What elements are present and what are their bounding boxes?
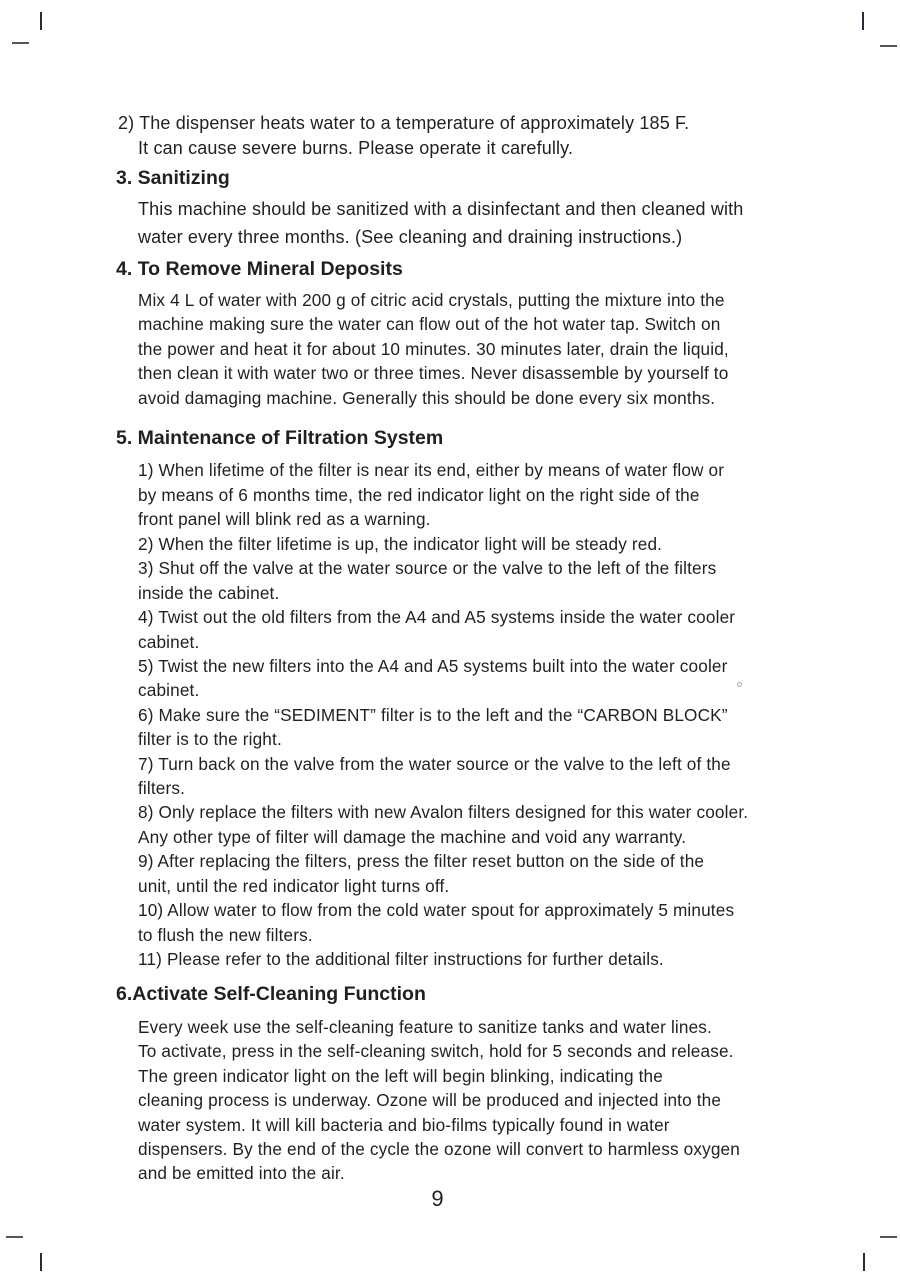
list-line: cabinet.: [138, 680, 200, 700]
intro-line: It can cause severe burns. Please operate it carefully.: [138, 138, 574, 158]
section-heading-sanitizing: 3. Sanitizing: [116, 167, 230, 189]
paragraph-line: cleaning process is underway. Ozone will be produced and injected into the: [138, 1090, 722, 1110]
paragraph-line: The green indicator light on the left will begin blinking, indicating the: [138, 1066, 663, 1086]
list-line: by means of 6 months time, the red indicator light on the right side of the: [138, 485, 700, 505]
paragraph-line: dispensers. By the end of the cycle the ozone will convert to harmless oxygen: [138, 1139, 740, 1159]
list-line: 5) Twist the new filters into the A4 and A5 systems built into the water cooler: [138, 656, 728, 676]
crop-mark-bottom-left: [40, 1253, 42, 1271]
list-line: 7) Turn back on the valve from the water source or the valve to the left of the: [138, 754, 731, 774]
list-line: filter is to the right.: [138, 729, 282, 749]
list-line: 3) Shut off the valve at the water source or the valve to the left of the filters: [138, 558, 717, 578]
paragraph-line: water every three months. (See cleaning and draining instructions.): [138, 227, 683, 247]
section-heading-mineral-deposits: 4. To Remove Mineral Deposits: [116, 258, 403, 280]
paragraph-line: avoid damaging machine. Generally this should be done every six months.: [138, 388, 716, 408]
paragraph-line: Every week use the self-cleaning feature to sanitize tanks and water lines.: [138, 1017, 712, 1037]
paragraph-line: This machine should be sanitized with a disinfectant and then cleaned with: [138, 199, 744, 219]
list-line: unit, until the red indicator light turns off.: [138, 876, 450, 896]
paragraph-line: Mix 4 L of water with 200 g of citric acid crystals, putting the mixture into the: [138, 290, 725, 310]
list-line: 8) Only replace the filters with new Avalon filters designed for this water cooler.: [138, 802, 749, 822]
list-line: to flush the new filters.: [138, 925, 313, 945]
stray-mark: [737, 682, 742, 687]
list-line: 11) Please refer to the additional filter instructions for further details.: [138, 949, 664, 969]
list-line: cabinet.: [138, 632, 200, 652]
list-line: 1) When lifetime of the filter is near its end, either by means of water flow or: [138, 460, 725, 480]
list-line: 10) Allow water to flow from the cold water spout for approximately 5 minutes: [138, 900, 735, 920]
crop-mark-bottom-left-h: [6, 1236, 23, 1238]
crop-mark-top-right-h: [880, 45, 897, 47]
section-heading-filtration: 5. Maintenance of Filtration System: [116, 427, 444, 449]
list-line: Any other type of filter will damage the machine and void any warranty.: [138, 827, 687, 847]
intro-line: 2) The dispenser heats water to a temperature of approximately 185 F.: [118, 113, 690, 133]
paragraph-line: then clean it with water two or three times. Never disassemble by yourself to: [138, 363, 729, 383]
paragraph-line: and be emitted into the air.: [138, 1163, 345, 1183]
list-line: 4) Twist out the old filters from the A4 and A5 systems inside the water cooler: [138, 607, 736, 627]
paragraph-line: water system. It will kill bacteria and bio-films typically found in water: [138, 1115, 670, 1135]
list-line: filters.: [138, 778, 186, 798]
section-heading-self-cleaning: 6.Activate Self-Cleaning Function: [116, 983, 426, 1005]
crop-mark-bottom-right: [863, 1253, 865, 1271]
paragraph-line: machine making sure the water can flow out of the hot water tap. Switch on: [138, 314, 721, 334]
list-line: front panel will blink red as a warning.: [138, 509, 431, 529]
list-line: 9) After replacing the filters, press the filter reset button on the side of the: [138, 851, 705, 871]
list-line: 6) Make sure the “SEDIMENT” filter is to the left and the “CARBON BLOCK”: [138, 705, 728, 725]
crop-mark-top-left: [40, 12, 42, 30]
list-line: inside the cabinet.: [138, 583, 280, 603]
crop-mark-top-right: [862, 12, 864, 30]
paragraph-line: the power and heat it for about 10 minutes. 30 minutes later, drain the liquid,: [138, 339, 729, 359]
paragraph-line: To activate, press in the self-cleaning switch, hold for 5 seconds and release.: [138, 1041, 734, 1061]
page-number: 9: [431, 1186, 444, 1211]
crop-mark-bottom-right-h: [880, 1236, 897, 1238]
list-line: 2) When the filter lifetime is up, the indicator light will be steady red.: [138, 534, 663, 554]
crop-mark-top-left-h: [12, 42, 29, 44]
